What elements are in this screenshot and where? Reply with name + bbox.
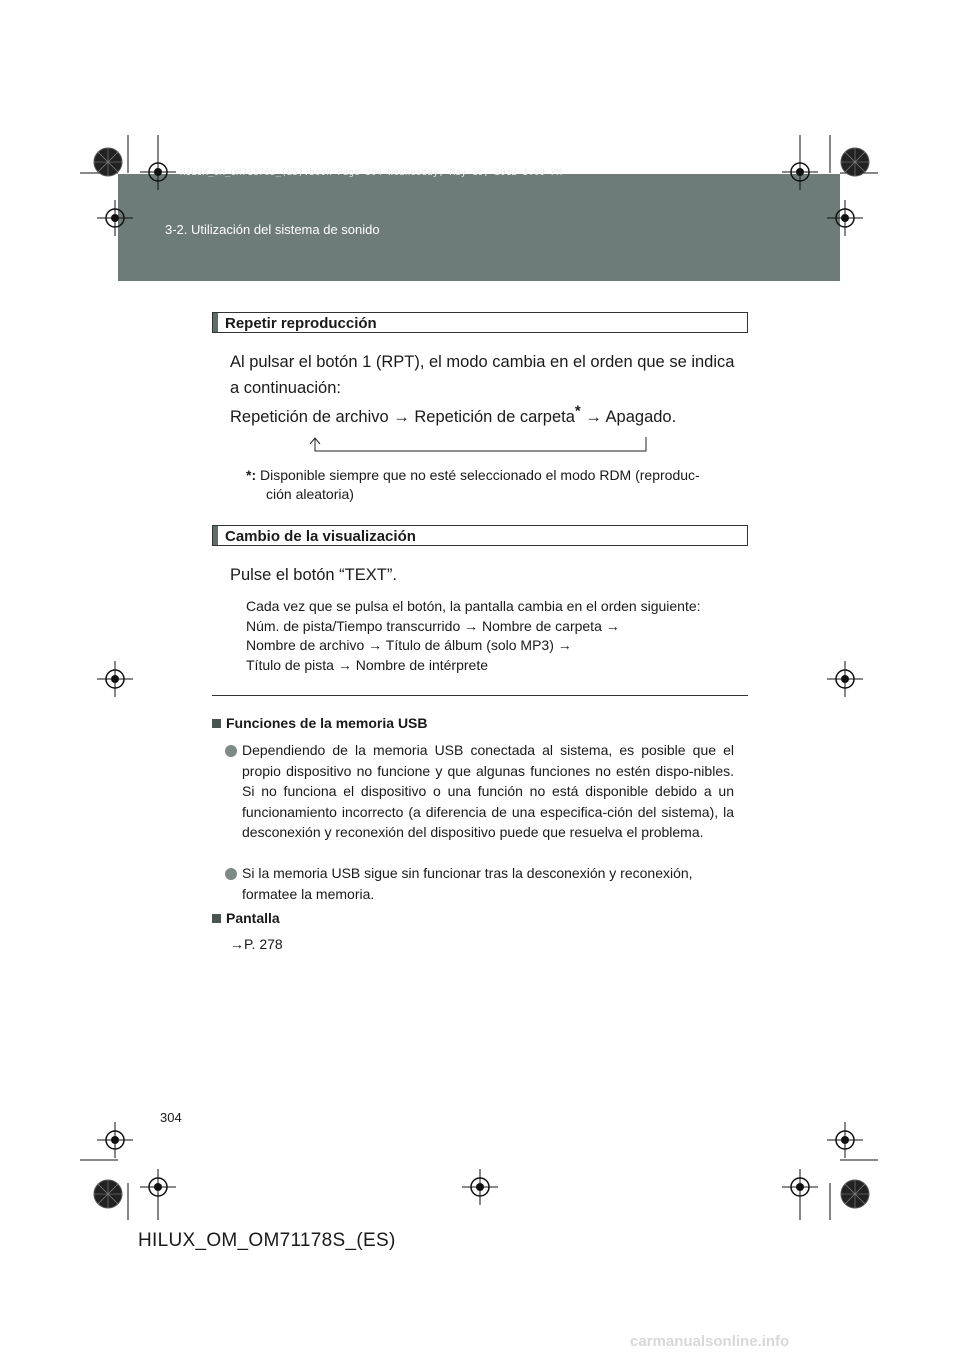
square-bullet-icon bbox=[212, 914, 221, 923]
display-detail-line3: Nombre de archivo → Título de álbum (solo MP3) → bbox=[246, 637, 572, 653]
repeat-heading bbox=[212, 312, 748, 333]
page-number: 304 bbox=[160, 1110, 182, 1125]
usb-bullet-1: Dependiendo de la memoria USB conectada al sistema, es posible que el propio dispositivo no funcione y que algunas funciones no estén dispo-nibles. Si no funciona el dispositivo o una función no está disponible debido a un funcionamiento incorrecto (a diferencia de una especifica-ción del sistema), la desconexión y reconexión del dispositivo puede que resuelva el problema. bbox=[242, 742, 734, 840]
watermark: carmanualsonline.info bbox=[630, 1333, 790, 1350]
display-instruction: Pulse el botón “TEXT”. bbox=[230, 566, 397, 584]
seq-star: * bbox=[574, 402, 581, 420]
screen-note-heading-text: Pantalla bbox=[226, 910, 280, 926]
section-divider bbox=[212, 695, 748, 696]
repeat-heading-text: Repetir reproducción bbox=[225, 315, 377, 332]
repeat-sequence bbox=[230, 404, 676, 430]
display-detail bbox=[246, 597, 756, 675]
usb-bullet-2: Si la memoria USB sigue sin funcionar tras la desconexión y reconexión, formatee la memoria. bbox=[242, 865, 693, 902]
repeat-intro bbox=[230, 349, 750, 401]
usb-note-heading-text: Funciones de la memoria USB bbox=[226, 715, 428, 731]
screen-page-reference[interactable]: →P. 278 bbox=[230, 936, 283, 952]
display-heading bbox=[212, 525, 748, 546]
display-detail-line2: Núm. de pista/Tiempo transcurrido → Nombre de carpeta → bbox=[246, 617, 620, 634]
seq-arrow-2: → bbox=[585, 408, 602, 426]
seq-folder: Repetición de carpeta bbox=[414, 408, 575, 426]
repeat-footnote bbox=[246, 466, 746, 504]
display-detail-line1: Cada vez que se pulsa el botón, la pantalla cambia en el orden siguiente: bbox=[246, 598, 701, 614]
footnote-line1: Disponible siempre que no esté seleccionado el modo RDM (reproduc- bbox=[260, 467, 700, 483]
book-info-line: HILUX_OM_OM71178S_(ES).book Page 304 Wednesday, May 16, 2012 3:09 PM bbox=[180, 168, 563, 178]
section-title: 3-2. Utilización del sistema de sonido bbox=[165, 222, 380, 237]
seq-arrow: → bbox=[393, 408, 410, 426]
repeat-intro-line2: a continuación: bbox=[230, 379, 341, 397]
footnote-mark: *: bbox=[246, 467, 257, 483]
loop-back-arrow bbox=[305, 437, 647, 453]
seq-off: Apagado. bbox=[605, 408, 677, 426]
heading-accent-bar bbox=[213, 526, 218, 545]
usb-note-heading bbox=[212, 715, 428, 731]
circle-bullet-icon bbox=[225, 745, 237, 757]
display-detail-line4: Título de pista → Nombre de intérprete bbox=[246, 656, 489, 673]
footer-document-code: HILUX_OM_OM71178S_(ES) bbox=[138, 1230, 396, 1251]
display-heading-text: Cambio de la visualización bbox=[225, 528, 416, 545]
heading-accent-bar bbox=[213, 313, 218, 332]
repeat-intro-line1: Al pulsar el botón 1 (RPT), el modo cambia en el orden que se indica bbox=[230, 353, 735, 371]
circle-bullet-icon bbox=[225, 868, 237, 880]
screen-note-heading bbox=[212, 910, 280, 926]
footnote-line2: ción aleatoria) bbox=[266, 486, 354, 502]
square-bullet-icon bbox=[212, 719, 221, 728]
seq-file: Repetición de archivo bbox=[230, 408, 389, 426]
